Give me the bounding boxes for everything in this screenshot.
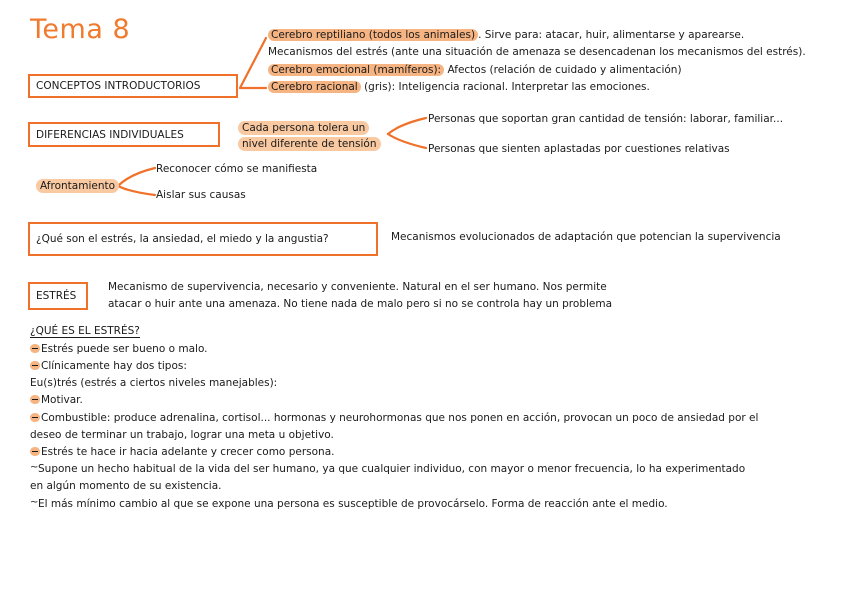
pregunta-box-label: ¿Qué son el estrés, la ansiedad, el miedo y la angustia?	[36, 233, 329, 245]
que-es-item-8-text: Supone un hecho habitual de la vida del ser humano, ya que cualquier individuo, con mayor o menor frecuencia, lo ha experimentado	[38, 463, 746, 475]
afrontamiento-label	[36, 180, 119, 193]
dash-mark-icon	[30, 395, 40, 404]
afrontamiento-branch-1: Reconocer cómo se manifiesta	[156, 163, 318, 175]
estres-box-label: ESTRÉS	[36, 290, 77, 302]
que-es-item-7	[30, 446, 334, 459]
que-es-item-8	[30, 463, 745, 476]
estres-box	[28, 282, 88, 310]
que-es-item-1-text: Estrés puede ser bueno o malo.	[41, 343, 208, 355]
que-es-item-5	[30, 412, 758, 425]
que-es-item-3: Eu(s)trés (estrés a ciertos niveles manejables):	[30, 377, 278, 389]
racional-text: (gris): Inteligencia racional. Interpretar las emociones.	[360, 81, 650, 93]
estres-line-1: Mecanismo de supervivencia, necesario y conveniente. Natural en el ser humano. Nos permite	[108, 281, 607, 293]
que-es-item-4	[30, 394, 83, 407]
diferencias-box-label: DIFERENCIAS INDIVIDUALES	[36, 128, 184, 141]
tilde-mark-icon: ~	[30, 462, 39, 473]
dash-mark-icon	[30, 447, 40, 456]
dash-mark-icon	[30, 344, 40, 353]
que-es-item-10	[30, 498, 668, 511]
dash-mark-icon	[30, 413, 40, 422]
que-es-item-5-text: Combustible: produce adrenalina, cortisol... hormonas y neurohormonas que nos ponen en acción, provocan un poco de ansiedad por el	[41, 412, 759, 424]
afrontamiento-arrow-bottom	[118, 186, 155, 195]
que-es-item-2-text: Clínicamente hay dos tipos:	[41, 360, 187, 372]
estres-line-2: atacar o huir ante una amenaza. No tiene nada de malo pero si no se controla hay un problema	[108, 298, 613, 310]
reptiliano-line	[268, 29, 744, 42]
conceptos-box-label: CONCEPTOS INTRODUCTORIOS	[36, 80, 201, 92]
que-es-item-6: deseo de terminar un trabajo, lograr una meta u objetivo.	[30, 429, 334, 441]
tilde-mark-icon: ~	[30, 497, 39, 508]
emocional-highlight: Cerebro emocional (mamíferos):	[268, 64, 444, 76]
racional-line	[268, 81, 650, 94]
que-es-heading	[30, 325, 140, 338]
que-es-item-1	[30, 343, 208, 356]
page-title: Tema 8	[30, 14, 131, 45]
reptiliano-text: . Sirve para: atacar, huir, alimentarse y aparearse.	[478, 29, 745, 41]
que-es-item-7-text: Estrés te hace ir hacia adelante y crecer como persona.	[41, 446, 335, 458]
tolera-line-2: nivel diferente de tensión	[238, 137, 381, 151]
diferencias-arrow-top	[388, 118, 426, 134]
racional-highlight: Cerebro racional	[268, 81, 361, 93]
diferencias-branch-2: Personas que sienten aplastadas por cuestiones relativas	[428, 143, 730, 155]
que-es-item-9: en algún momento de su existencia.	[30, 480, 222, 492]
afrontamiento-arrow-top	[118, 168, 155, 186]
pregunta-box	[28, 222, 378, 256]
tolera-note	[238, 120, 381, 152]
pregunta-answer: Mecanismos evolucionados de adaptación que potencian la supervivencia	[391, 231, 781, 243]
que-es-heading-text: ¿QUÉ ES EL ESTRÉS?	[30, 325, 140, 337]
afrontamiento-highlight: Afrontamiento	[36, 179, 119, 193]
tolera-line-1: Cada persona tolera un	[238, 121, 369, 135]
reptiliano-highlight: Cerebro reptiliano (todos los animales)	[268, 29, 478, 41]
conceptos-arrow	[240, 38, 266, 88]
dash-mark-icon	[30, 361, 40, 370]
diferencias-arrow-bottom	[388, 134, 426, 148]
emocional-text: Afectos (relación de cuidado y alimentación)	[444, 64, 682, 76]
diferencias-branch-1: Personas que soportan gran cantidad de tensión: laborar, familiar...	[428, 113, 784, 125]
que-es-item-4-text: Motivar.	[41, 394, 83, 406]
conceptos-box	[28, 74, 238, 98]
mecanismos-line: Mecanismos del estrés (ante una situación de amenaza se desencadenan los mecanismos del estrés).	[268, 46, 806, 58]
afrontamiento-branch-2: Aislar sus causas	[156, 189, 246, 201]
emocional-line	[268, 64, 682, 77]
que-es-item-2	[30, 360, 187, 373]
que-es-item-10-text: El más mínimo cambio al que se expone una persona es susceptible de provocárselo. Forma de reacción ante el medio.	[38, 498, 668, 510]
diferencias-box	[28, 122, 220, 147]
